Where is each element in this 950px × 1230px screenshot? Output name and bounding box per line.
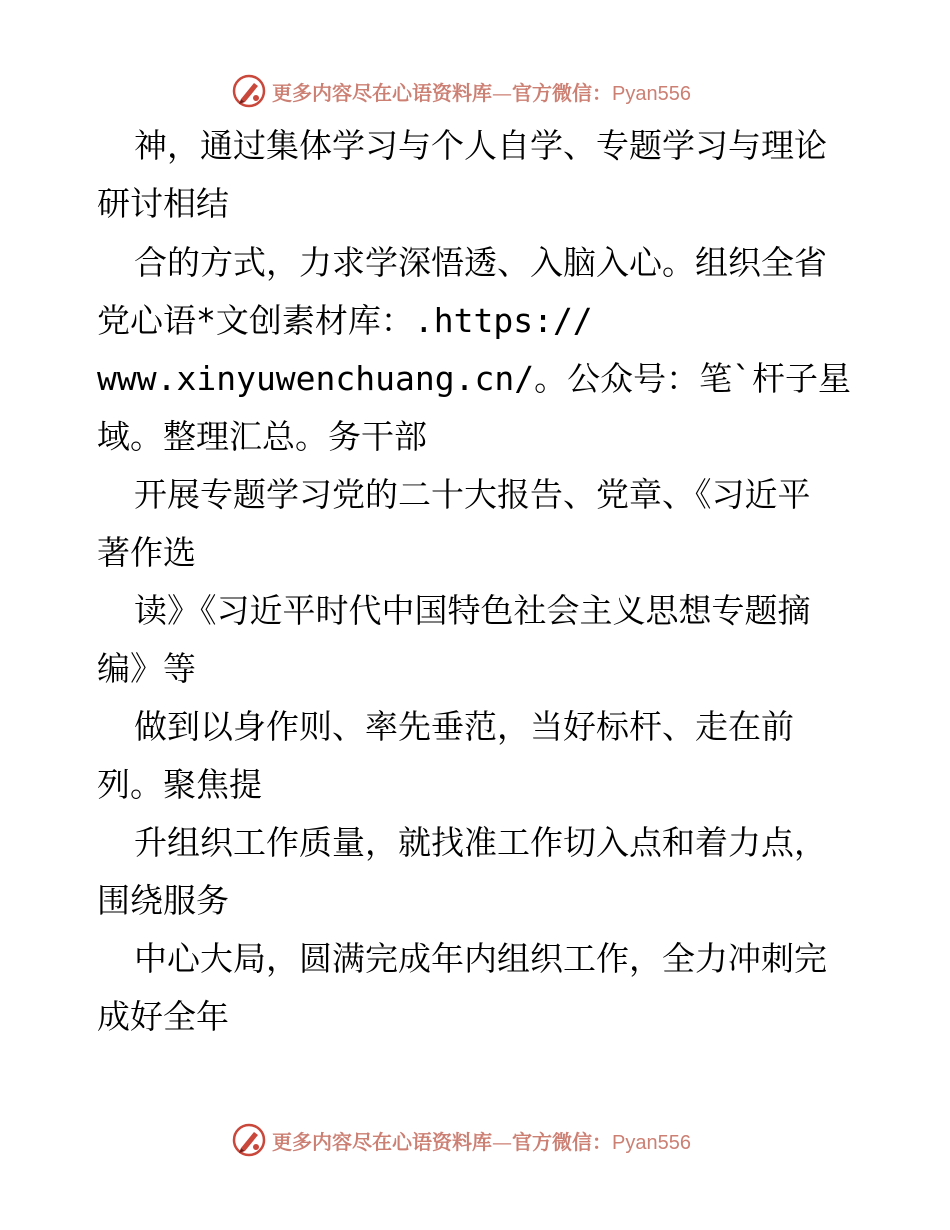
header-watermark-banner bbox=[232, 71, 691, 111]
paragraph-line-4: 党心语*文创素材库：.https:// bbox=[97, 301, 593, 340]
banner-separator: — bbox=[492, 1129, 512, 1154]
paragraph-line-8: 著作选 bbox=[97, 533, 196, 572]
paragraph-line-6: 域。整理汇总。务干部 bbox=[97, 417, 427, 456]
paragraph-line-13: 升组织工作质量，就找准工作切入点和着力点， bbox=[134, 823, 827, 862]
pen-logo-icon bbox=[232, 74, 266, 108]
paragraph-line-16: 成好全年 bbox=[97, 997, 229, 1036]
banner-main-text: 更多内容尽在心语资料库 bbox=[272, 1129, 492, 1154]
paragraph-line-14: 围绕服务 bbox=[97, 881, 229, 920]
footer-watermark-banner bbox=[232, 1120, 691, 1160]
paragraph-line-12: 列。聚焦提 bbox=[97, 765, 262, 804]
pen-logo-icon bbox=[232, 1123, 266, 1157]
paragraph-line-10: 编》等 bbox=[97, 649, 196, 688]
banner-text bbox=[272, 1126, 691, 1155]
paragraph-line-15: 中心大局，圆满完成年内组织工作，全力冲刺完 bbox=[134, 939, 827, 978]
banner-main-text: 更多内容尽在心语资料库 bbox=[272, 80, 492, 105]
paragraph-line-5: www.xinyuwenchuang.cn/。公众号：笔`杆子星 bbox=[97, 359, 851, 398]
paragraph-line-2: 研讨相结 bbox=[97, 184, 229, 223]
paragraph-line-1: 神，通过集体学习与个人自学、专题学习与理论 bbox=[134, 126, 827, 165]
paragraph-line-7: 开展专题学习党的二十大报告、党章、《习近平 bbox=[134, 475, 811, 514]
paragraph-line-9: 读》《习近平时代中国特色社会主义思想专题摘 bbox=[134, 591, 811, 630]
banner-suffix-text: 官方微信： bbox=[512, 1129, 612, 1154]
banner-text bbox=[272, 77, 691, 106]
paragraph-line-3: 合的方式，力求学深悟透、入脑入心。组织全省 bbox=[134, 243, 827, 282]
banner-suffix-text: 官方微信： bbox=[512, 80, 612, 105]
banner-separator: — bbox=[492, 80, 512, 105]
paragraph-line-11: 做到以身作则、率先垂范，当好标杆、走在前 bbox=[134, 707, 794, 746]
banner-account-text: Pyan556 bbox=[612, 1131, 691, 1154]
banner-account-text: Pyan556 bbox=[612, 82, 691, 105]
